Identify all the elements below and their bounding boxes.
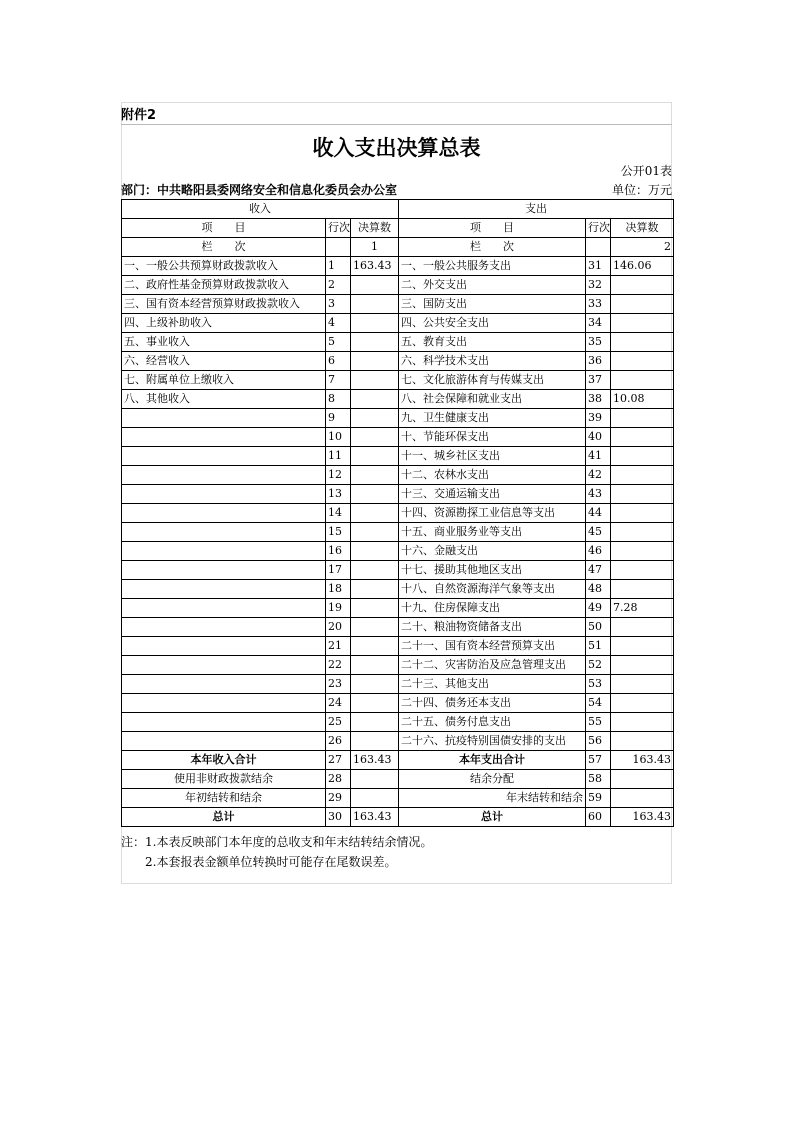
income-lanci-blank [326, 238, 351, 257]
expense-row-number: 54 [586, 694, 611, 713]
expense-item: 十八、自然资源海洋气象等支出 [399, 580, 586, 599]
income-amount [351, 447, 399, 466]
summary-row [122, 808, 674, 827]
expense-amount [611, 561, 674, 580]
table-row [122, 333, 674, 352]
income-row-number: 20 [326, 618, 351, 637]
income-item: 六、经营收入 [122, 352, 326, 371]
income-row-number: 30 [326, 808, 351, 827]
table-row [122, 504, 674, 523]
expense-amount [611, 333, 674, 352]
table-row [122, 656, 674, 675]
income-row-number: 11 [326, 447, 351, 466]
table-row [122, 390, 674, 409]
table-row [122, 257, 674, 276]
expense-item: 十五、商业服务业等支出 [399, 523, 586, 542]
income-row-number: 3 [326, 295, 351, 314]
income-amount [351, 694, 399, 713]
expense-item: 十九、住房保障支出 [399, 599, 586, 618]
expense-row-header: 行次 [586, 219, 611, 238]
expense-item: 十七、援助其他地区支出 [399, 561, 586, 580]
expense-item: 六、科学技术支出 [399, 352, 586, 371]
income-amount [351, 523, 399, 542]
expense-amount [611, 409, 674, 428]
income-amount [351, 713, 399, 732]
unit-label: 单位：万元 [611, 183, 672, 197]
expense-row-number: 46 [586, 542, 611, 561]
table-row [122, 599, 674, 618]
expense-summary-label: 年末结转和结余 [399, 789, 586, 808]
income-amount: 163.43 [351, 808, 399, 827]
income-item [122, 694, 326, 713]
expense-row-number: 49 [586, 599, 611, 618]
expense-amount [611, 295, 674, 314]
income-summary-label: 总计 [122, 808, 326, 827]
income-header: 收入 [122, 200, 399, 219]
income-row-number: 8 [326, 390, 351, 409]
table-row [122, 713, 674, 732]
income-amount [351, 770, 399, 789]
income-amount [351, 390, 399, 409]
expense-row-number: 34 [586, 314, 611, 333]
expense-item: 八、社会保障和就业支出 [399, 390, 586, 409]
expense-amount [611, 447, 674, 466]
income-row-number: 23 [326, 675, 351, 694]
expense-amount [611, 637, 674, 656]
expense-row-number: 58 [586, 770, 611, 789]
income-item [122, 580, 326, 599]
table-row [122, 523, 674, 542]
expense-row-number: 56 [586, 732, 611, 751]
expense-amount [611, 314, 674, 333]
table-row [122, 580, 674, 599]
table-row [122, 675, 674, 694]
income-row-number: 13 [326, 485, 351, 504]
income-amount-header: 决算数 [351, 219, 399, 238]
income-item [122, 542, 326, 561]
income-item [122, 447, 326, 466]
expense-item: 七、文化旅游体育与传媒支出 [399, 371, 586, 390]
department-label: 部门：中共略阳县委网络安全和信息化委员会办公室 [121, 183, 398, 197]
income-amount [351, 599, 399, 618]
summary-row [122, 789, 674, 808]
income-amount: 163.43 [351, 751, 399, 770]
income-summary-label: 使用非财政拨款结余 [122, 770, 326, 789]
income-amount [351, 504, 399, 523]
table-row [122, 732, 674, 751]
income-item [122, 523, 326, 542]
expense-row-number: 55 [586, 713, 611, 732]
table-row [122, 466, 674, 485]
income-amount [351, 314, 399, 333]
expense-item: 十、节能环保支出 [399, 428, 586, 447]
expense-row-number: 53 [586, 675, 611, 694]
expense-row-number: 57 [586, 751, 611, 770]
income-item: 八、其他收入 [122, 390, 326, 409]
expense-amount [611, 352, 674, 371]
expense-column-number: 2 [611, 238, 674, 257]
page-title: 收入支出决算总表 [312, 136, 481, 160]
expense-summary-label: 总计 [399, 808, 586, 827]
expense-item: 十一、城乡社区支出 [399, 447, 586, 466]
income-row-number: 9 [326, 409, 351, 428]
table-row [122, 542, 674, 561]
divider [121, 124, 672, 125]
expense-item: 十四、资源勘探工业信息等支出 [399, 504, 586, 523]
income-amount [351, 276, 399, 295]
income-row-number: 5 [326, 333, 351, 352]
table-section-header [122, 200, 674, 219]
income-row-number: 29 [326, 789, 351, 808]
expense-amount [611, 732, 674, 751]
income-amount [351, 409, 399, 428]
income-amount [351, 561, 399, 580]
expense-amount: 7.28 [611, 599, 674, 618]
income-item: 一、一般公共预算财政拨款收入 [122, 257, 326, 276]
income-item [122, 618, 326, 637]
income-row-number: 28 [326, 770, 351, 789]
expense-row-number: 52 [586, 656, 611, 675]
expense-amount [611, 504, 674, 523]
income-row-number: 1 [326, 257, 351, 276]
expense-summary-label: 结余分配 [399, 770, 586, 789]
income-item: 五、事业收入 [122, 333, 326, 352]
expense-row-number: 33 [586, 295, 611, 314]
income-amount [351, 466, 399, 485]
table-row [122, 618, 674, 637]
expense-item: 十三、交通运输支出 [399, 485, 586, 504]
income-row-number: 22 [326, 656, 351, 675]
income-amount [351, 295, 399, 314]
expense-amount: 10.08 [611, 390, 674, 409]
note-1: 注：1.本表反映部门本年度的总收支和年末结转结余情况。 [121, 835, 433, 849]
income-item [122, 637, 326, 656]
income-item-header: 项 目 [122, 219, 326, 238]
table-row [122, 314, 674, 333]
income-amount [351, 542, 399, 561]
income-item [122, 561, 326, 580]
expense-amount [611, 466, 674, 485]
income-amount [351, 732, 399, 751]
income-row-number: 16 [326, 542, 351, 561]
table-row [122, 561, 674, 580]
expense-row-number: 47 [586, 561, 611, 580]
income-item [122, 428, 326, 447]
expense-row-number: 40 [586, 428, 611, 447]
table-row [122, 428, 674, 447]
table-row [122, 276, 674, 295]
notes [121, 832, 432, 872]
table-column-header [122, 219, 674, 238]
expense-item: 二十三、其他支出 [399, 675, 586, 694]
expense-item-header: 项 目 [399, 219, 586, 238]
expense-item: 二十六、抗疫特别国债安排的支出 [399, 732, 586, 751]
income-row-number: 25 [326, 713, 351, 732]
expense-row-number: 42 [586, 466, 611, 485]
income-row-number: 15 [326, 523, 351, 542]
expense-amount [611, 428, 674, 447]
income-item: 三、国有资本经营预算财政拨款收入 [122, 295, 326, 314]
income-item [122, 409, 326, 428]
expense-item: 二十四、债务还本支出 [399, 694, 586, 713]
income-row-number: 24 [326, 694, 351, 713]
expense-row-number: 60 [586, 808, 611, 827]
expense-row-number: 43 [586, 485, 611, 504]
income-row-number: 12 [326, 466, 351, 485]
expense-header: 支出 [399, 200, 674, 219]
income-summary-label: 本年收入合计 [122, 751, 326, 770]
expense-amount [611, 276, 674, 295]
expense-item: 二十、粮油物资储备支出 [399, 618, 586, 637]
income-row-number: 4 [326, 314, 351, 333]
expense-lanci-label: 栏 次 [399, 238, 586, 257]
income-item: 四、上级补助收入 [122, 314, 326, 333]
table-row [122, 352, 674, 371]
income-amount [351, 618, 399, 637]
income-row-number: 17 [326, 561, 351, 580]
income-row-number: 26 [326, 732, 351, 751]
income-row-number: 14 [326, 504, 351, 523]
expense-item: 一、一般公共服务支出 [399, 257, 586, 276]
expense-amount: 163.43 [611, 808, 674, 827]
income-amount [351, 428, 399, 447]
expense-amount: 163.43 [611, 751, 674, 770]
expense-row-number: 48 [586, 580, 611, 599]
expense-amount [611, 770, 674, 789]
expense-amount [611, 523, 674, 542]
table-row [122, 485, 674, 504]
expense-row-number: 39 [586, 409, 611, 428]
expense-amount: 146.06 [611, 257, 674, 276]
income-amount [351, 656, 399, 675]
income-amount [351, 637, 399, 656]
summary-row [122, 770, 674, 789]
expense-item: 十六、金融支出 [399, 542, 586, 561]
expense-item: 二、外交支出 [399, 276, 586, 295]
income-item [122, 675, 326, 694]
expense-row-number: 50 [586, 618, 611, 637]
income-row-number: 18 [326, 580, 351, 599]
expense-amount [611, 485, 674, 504]
expense-item: 二十五、债务付息支出 [399, 713, 586, 732]
income-amount [351, 333, 399, 352]
income-item [122, 656, 326, 675]
income-column-number: 1 [351, 238, 399, 257]
expense-row-number: 37 [586, 371, 611, 390]
income-item: 七、附属单位上缴收入 [122, 371, 326, 390]
income-item [122, 713, 326, 732]
expense-item: 五、教育支出 [399, 333, 586, 352]
income-row-number: 7 [326, 371, 351, 390]
income-summary-label: 年初结转和结余 [122, 789, 326, 808]
income-item: 二、政府性基金预算财政拨款收入 [122, 276, 326, 295]
expense-amount [611, 542, 674, 561]
table-row [122, 637, 674, 656]
income-row-number: 27 [326, 751, 351, 770]
attachment-label: 附件2 [121, 108, 157, 123]
income-item [122, 732, 326, 751]
expense-summary-label: 本年支出合计 [399, 751, 586, 770]
expense-amount [611, 713, 674, 732]
form-code: 公开01表 [620, 164, 672, 178]
budget-table [121, 199, 674, 827]
expense-amount [611, 580, 674, 599]
income-item [122, 599, 326, 618]
income-amount [351, 485, 399, 504]
expense-row-number: 59 [586, 789, 611, 808]
income-item [122, 504, 326, 523]
income-amount [351, 789, 399, 808]
expense-item: 二十一、国有资本经营预算支出 [399, 637, 586, 656]
income-row-header: 行次 [326, 219, 351, 238]
expense-row-number: 35 [586, 333, 611, 352]
table-row [122, 447, 674, 466]
expense-amount [611, 656, 674, 675]
expense-row-number: 32 [586, 276, 611, 295]
table-row [122, 409, 674, 428]
expense-row-number: 51 [586, 637, 611, 656]
table-row [122, 371, 674, 390]
expense-amount [611, 675, 674, 694]
expense-row-number: 31 [586, 257, 611, 276]
income-item [122, 466, 326, 485]
summary-row [122, 751, 674, 770]
expense-row-number: 38 [586, 390, 611, 409]
expense-amount [611, 694, 674, 713]
income-amount: 163.43 [351, 257, 399, 276]
expense-amount [611, 618, 674, 637]
expense-amount [611, 371, 674, 390]
income-row-number: 2 [326, 276, 351, 295]
income-item [122, 485, 326, 504]
table-lanci-row [122, 238, 674, 257]
income-amount [351, 371, 399, 390]
expense-lanci-blank [586, 238, 611, 257]
income-lanci-label: 栏 次 [122, 238, 326, 257]
expense-amount-header: 决算数 [611, 219, 674, 238]
expense-item: 十二、农林水支出 [399, 466, 586, 485]
expense-row-number: 41 [586, 447, 611, 466]
income-amount [351, 675, 399, 694]
table-row [122, 295, 674, 314]
income-row-number: 21 [326, 637, 351, 656]
income-row-number: 10 [326, 428, 351, 447]
expense-item: 四、公共安全支出 [399, 314, 586, 333]
expense-item: 三、国防支出 [399, 295, 586, 314]
income-amount [351, 580, 399, 599]
income-row-number: 19 [326, 599, 351, 618]
expense-row-number: 45 [586, 523, 611, 542]
expense-row-number: 44 [586, 504, 611, 523]
expense-item: 九、卫生健康支出 [399, 409, 586, 428]
income-row-number: 6 [326, 352, 351, 371]
table-row [122, 694, 674, 713]
note-2: 2.本套报表金额单位转换时可能存在尾数误差。 [145, 855, 397, 869]
expense-row-number: 36 [586, 352, 611, 371]
income-amount [351, 352, 399, 371]
expense-amount [611, 789, 674, 808]
expense-item: 二十二、灾害防治及应急管理支出 [399, 656, 586, 675]
